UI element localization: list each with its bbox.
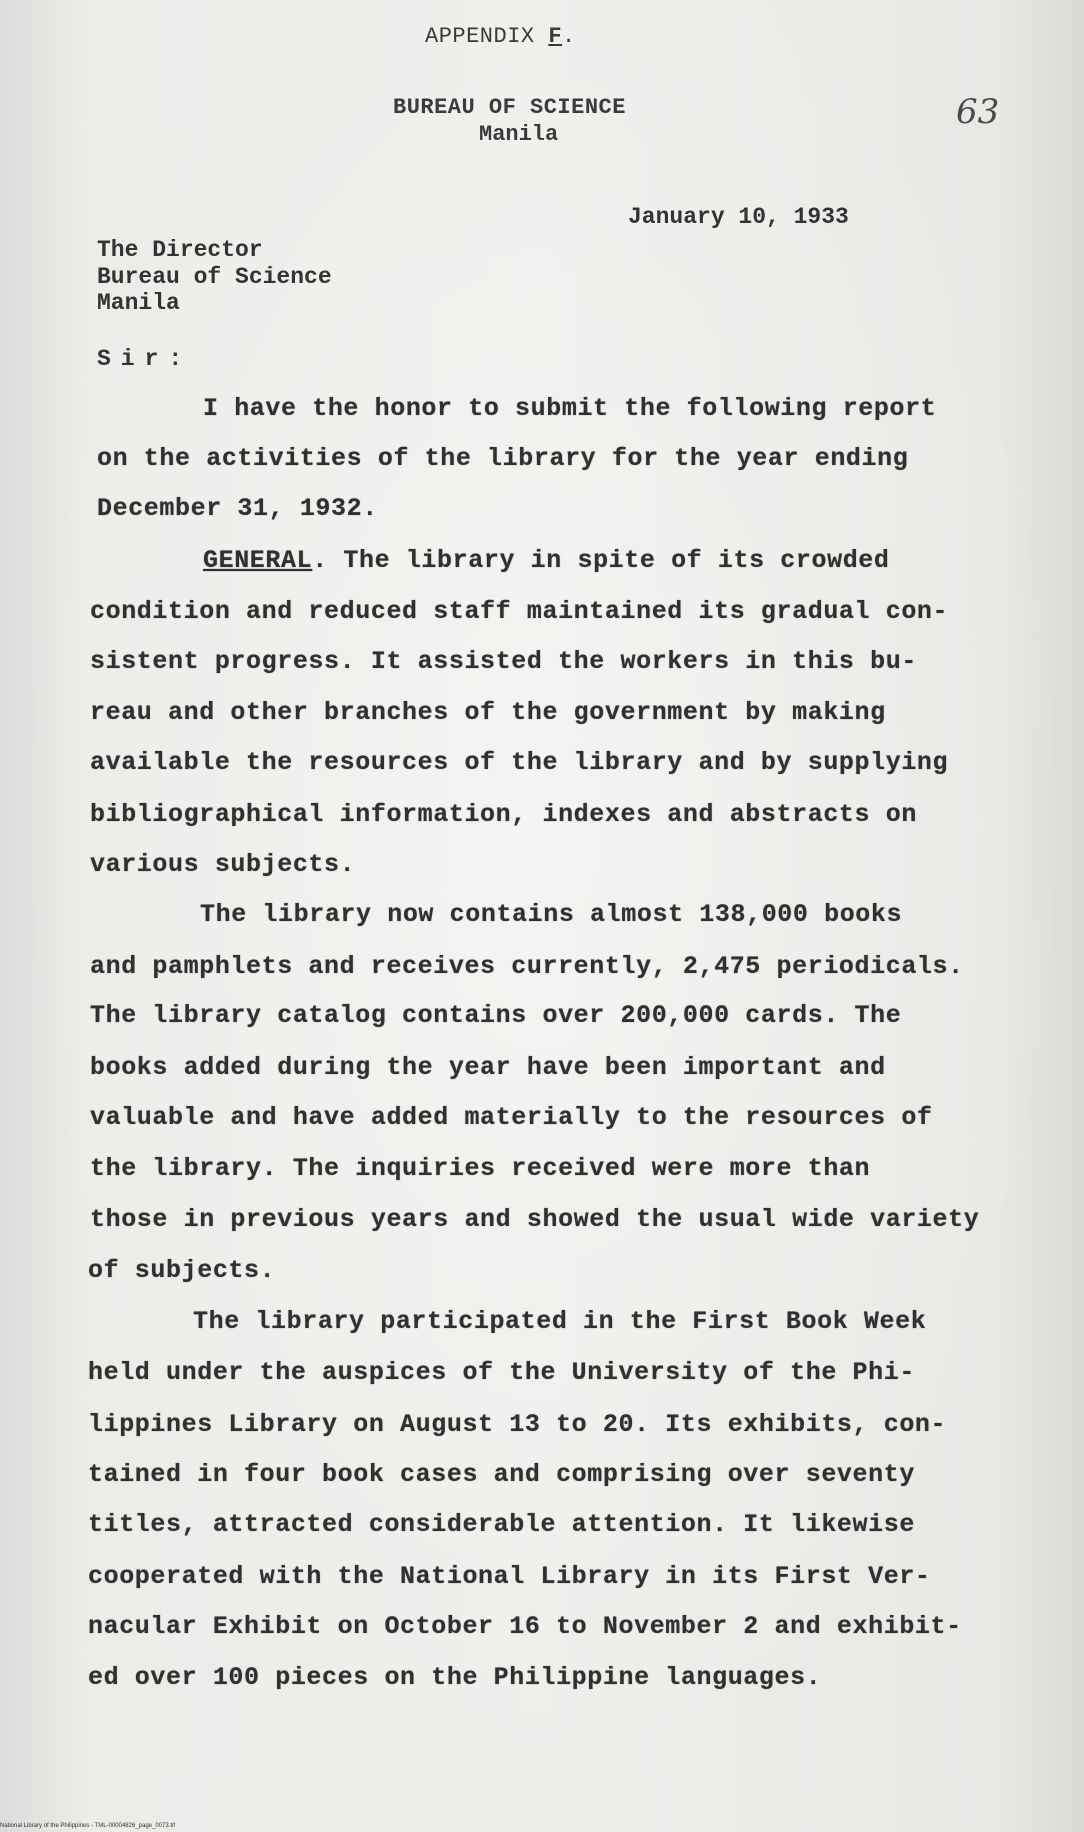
body-line: nacular Exhibit on October 16 to November 2 and exhibit-: [88, 1612, 962, 1641]
addressee-line: Bureau of Science: [97, 264, 332, 290]
body-line: ed over 100 pieces on the Philippine languages.: [88, 1663, 822, 1692]
letterhead-city: Manila: [479, 122, 559, 147]
body-line: of subjects.: [88, 1256, 276, 1285]
addressee-line: Manila: [97, 290, 180, 316]
body-line: tained in four book cases and comprising over seventy: [88, 1460, 915, 1489]
letter-date: January 10, 1933: [628, 204, 849, 230]
body-line: the library. The inquiries received were more than: [90, 1154, 871, 1183]
scan-footer-caption: National Library of the Philippines - TML-00004826_page_0073.tif: [0, 1823, 176, 1829]
body-line: reau and other branches of the government by making: [90, 698, 886, 727]
body-line: valuable and have added materially to the resources of: [90, 1103, 933, 1132]
letterhead-organization: BUREAU OF SCIENCE: [393, 95, 626, 120]
handwritten-page-number: 63: [956, 92, 1000, 132]
body-line: those in previous years and showed the usual wide variety: [90, 1205, 980, 1234]
appendix-prefix: APPENDIX: [425, 24, 549, 49]
body-line: The library participated in the First Book Week: [193, 1307, 927, 1336]
body-line: lippines Library on August 13 to 20. Its exhibits, con-: [88, 1410, 947, 1439]
body-line: available the resources of the library and by supplying: [90, 748, 949, 777]
body-line: The library now contains almost 138,000 books: [200, 900, 903, 929]
body-line: sistent progress. It assisted the workers in this bu-: [90, 647, 917, 676]
salutation: Sir:: [97, 346, 193, 372]
section-heading-general: GENERAL: [203, 546, 313, 575]
body-line: December 31, 1932.: [97, 494, 378, 523]
body-line: I have the honor to submit the following report: [203, 394, 937, 423]
body-line: and pamphlets and receives currently, 2,475 periodicals.: [90, 952, 964, 981]
appendix-suffix: .: [562, 24, 576, 49]
appendix-label: [425, 24, 576, 49]
body-line: held under the auspices of the University of the Phi-: [88, 1358, 915, 1387]
body-line: various subjects.: [90, 850, 356, 879]
body-line-with-heading: [203, 546, 890, 575]
body-line: titles, attracted considerable attention. It likewise: [88, 1510, 915, 1539]
addressee-line: The Director: [97, 237, 263, 263]
body-line: condition and reduced staff maintained its gradual con-: [90, 597, 949, 626]
body-line: cooperated with the National Library in its First Ver-: [88, 1562, 931, 1591]
body-line: The library catalog contains over 200,000 cards. The: [90, 1001, 902, 1030]
body-line: on the activities of the library for the year ending: [97, 444, 909, 473]
body-line: bibliographical information, indexes and abstracts on: [90, 800, 917, 829]
body-line-rest: . The library in spite of its crowded: [312, 546, 890, 575]
body-line: books added during the year have been important and: [90, 1053, 886, 1082]
appendix-letter: F: [548, 24, 563, 49]
